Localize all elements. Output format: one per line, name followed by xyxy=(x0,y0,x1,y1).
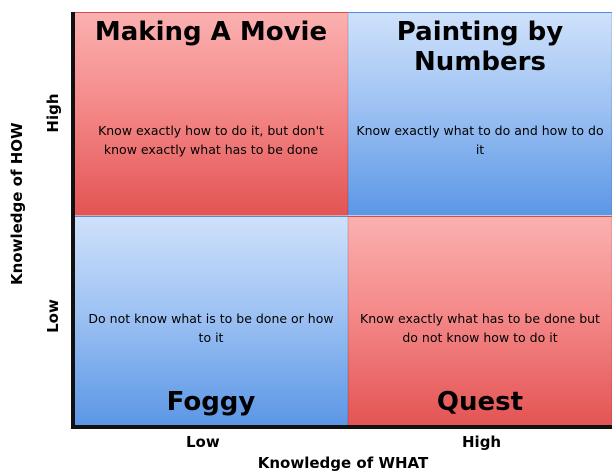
quadrant-foggy xyxy=(74,216,348,426)
y-axis-title: Knowledge of HOW xyxy=(8,122,26,285)
quadrant-title: Foggy xyxy=(166,387,256,417)
quadrant-title: Making A Movie xyxy=(94,17,328,47)
quadrant-making-a-movie xyxy=(74,12,348,216)
quadrant-title: Quest xyxy=(436,387,524,417)
quadrant-description: Know exactly how to do it, but don't know exactly what has to be done xyxy=(98,123,324,157)
x-axis-low-label: Low xyxy=(186,433,220,451)
quadrant-quest xyxy=(348,216,612,426)
x-axis-high-label: High xyxy=(462,433,502,451)
quadrant-description: Know exactly what has to be done but do not know how to do it xyxy=(360,311,600,345)
y-axis-line xyxy=(71,12,75,429)
x-axis-title: Knowledge of WHAT xyxy=(257,454,429,472)
quadrant-title: Painting by Numbers xyxy=(396,17,564,77)
x-axis-line xyxy=(74,425,612,429)
quadrant-matrix xyxy=(74,12,612,426)
quadrant-description: Know exactly what to do and how to do it xyxy=(356,123,604,157)
quadrant-description: Do not know what is to be done or how to it xyxy=(88,311,334,345)
y-axis-low-label: Low xyxy=(44,299,62,333)
y-axis-high-label: High xyxy=(44,93,62,133)
quadrant-painting-by-numbers xyxy=(348,12,612,216)
